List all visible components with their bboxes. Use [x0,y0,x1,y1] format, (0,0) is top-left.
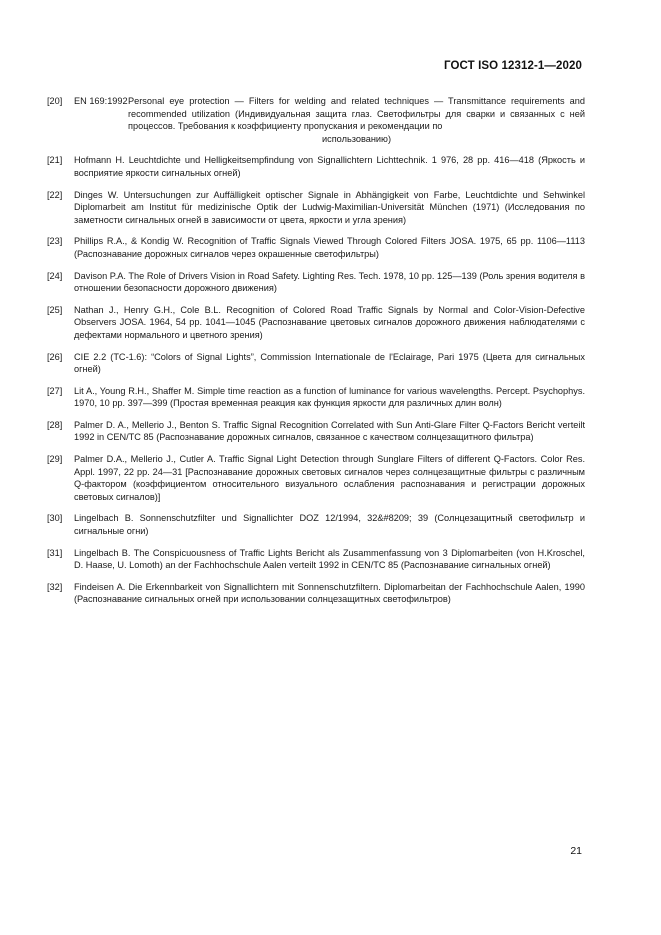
reference-item-30 [47,512,585,537]
reference-item-20 [47,95,585,145]
reference-number: [21] [47,155,63,166]
reference-number: [32] [47,581,63,592]
reference-number: [26] [47,351,63,362]
reference-text-main: Personal eye protection — Filters for welding and related techniques — Transmittance requirements and recommended utilization (Индивидуальная защита глаз. Светофильтры для сварки и связанных с ней процессов. Требования к коэффициенту пропускания и рекомендации по [128,96,585,132]
reference-text: Phillips R.A., & Kondig W. Recognition of Traffic Signals Viewed Through Colored Filters JOSA. 1975, 65 pp. 1106—1113 (Распознавание дорожных сигналов через окрашенные светофильтры) [74,236,585,259]
reference-number: [24] [47,270,63,281]
reference-text: Palmer D.A., Mellerio J., Cutler A. Traffic Signal Light Detection through Sunglare Filters of different Q-Factors. Color Res. Appl. 1997, 22 pp. 24—31 [Распознавание дорожных световых сигналов через солнцезащитные фильтры с различным Q-фактором (коэффициентом относительного визуального ослабления распознавания и регистрации дорожных световых сигналов)] [74,454,585,502]
reference-number: [23] [47,236,63,247]
reference-number: [30] [47,513,63,524]
reference-text: Nathan J., Henry G.H., Cole B.L. Recognition of Colored Road Traffic Signals by Normal and Color-Vision-Defective Observers JOSA. 1964, 54 pp. 1041—1045 (Распознавание цветовых сигналов дорожного движения наблюдателями с дефектами нормального и цветного зрения) [74,304,585,340]
reference-item-24 [47,270,585,295]
reference-item-31 [47,547,585,572]
reference-text: Dinges W. Untersuchungen zur Auffälligkeit optischer Signale in Abhängigkeit von Farbe, Leuchtdichte und Sehwinkel Diplomarbeit am Institut für medizinische Optik der Ludwig-Maximilian-Universität München (1971) (Исследования по заметности сигнальных огней в зависимости от цвета, яркости и угла зрения) [74,189,585,225]
reference-item-25 [47,304,585,342]
reference-text-tail: использованию) [321,133,392,144]
page-number: 21 [570,845,582,857]
reference-text: Lingelbach B. Sonnenschutzfilter und Signallichter DOZ 12/1994, 32&#8209; 39 (Солнцезащитный светофильтр и сигнальные огни) [74,513,585,537]
reference-item-27 [47,385,585,410]
reference-item-26 [47,351,585,376]
reference-number: [31] [47,547,63,558]
reference-text [128,95,585,145]
reference-text: Hofmann H. Leuchtdichte und Helligkeitsempfindung von Signallichtern Lichttechnik. 1 976, 28 pp. 416—418 (Яркость и восприятие яркости сигнальных огней) [74,155,585,178]
reference-number: [27] [47,385,63,396]
reference-text: Davison P.A. The Role of Drivers Vision in Road Safety. Lighting Res. Tech. 1978, 10 pp. 125—139 (Роль зрения водителя в отношении безопасности дорожного движения) [74,270,585,294]
reference-text: Palmer D. A., Mellerio J., Benton S. Traffic Signal Recognition Correlated with Sun Anti-Glare Filter Q-Factors Bericht verteilt 1992 in CEN/TC 85 (Распознавание дорожных сигналов, связанное с качеством солнцезащитного фильтра) [74,419,585,443]
document-header-id: ГОСТ ISO 12312-1—2020 [444,60,582,72]
reference-number: [20] [47,96,63,106]
bibliography-list [47,95,585,615]
reference-item-28 [47,419,585,444]
reference-item-32 [47,581,585,606]
reference-text: Findeisen A. Die Erkennbarkeit von Signallichtern mit Sonnenschutzfiltern. Diplomarbeitan der Fachhochschule Aalen, 1990 (Распознавание сигнальных огней при использовании солнцезащитных светофильтров) [74,581,585,605]
reference-item-23 [47,235,585,260]
reference-number: [28] [47,419,63,430]
reference-number: [25] [47,304,63,315]
reference-text: Lit A., Young R.H., Shaffer M. Simple time reaction as a function of luminance for various wavelengths. Percept. Psychophys. 1970, 10 pp. 397—399 (Простая временная реакция как функция яркости для различных длин волн) [74,385,585,409]
reference-item-21 [47,154,585,179]
reference-number: [29] [47,454,63,465]
reference-text: Lingelbach B. The Conspicuousness of Traffic Lights Bericht als Zusammenfassung von 3 Diplomarbeiten (von H.Kroschel, D. Haase, U. Lomoth) an der Fachhochschule Aalen verteilt 1992 in CEN/TC 85 (Распознавание сигнальных огней) [74,547,585,571]
reference-standard-code: EN 169:1992 [74,96,128,106]
reference-number: [22] [47,189,63,200]
reference-item-22 [47,189,585,227]
reference-text: CIE 2.2 (TC-1.6): “Colors of Signal Lights”, Commission Internationale de l'Eclairage, Pari 1975 (Цвета для сигнальных огней) [74,351,585,375]
reference-item-29 [47,453,585,503]
